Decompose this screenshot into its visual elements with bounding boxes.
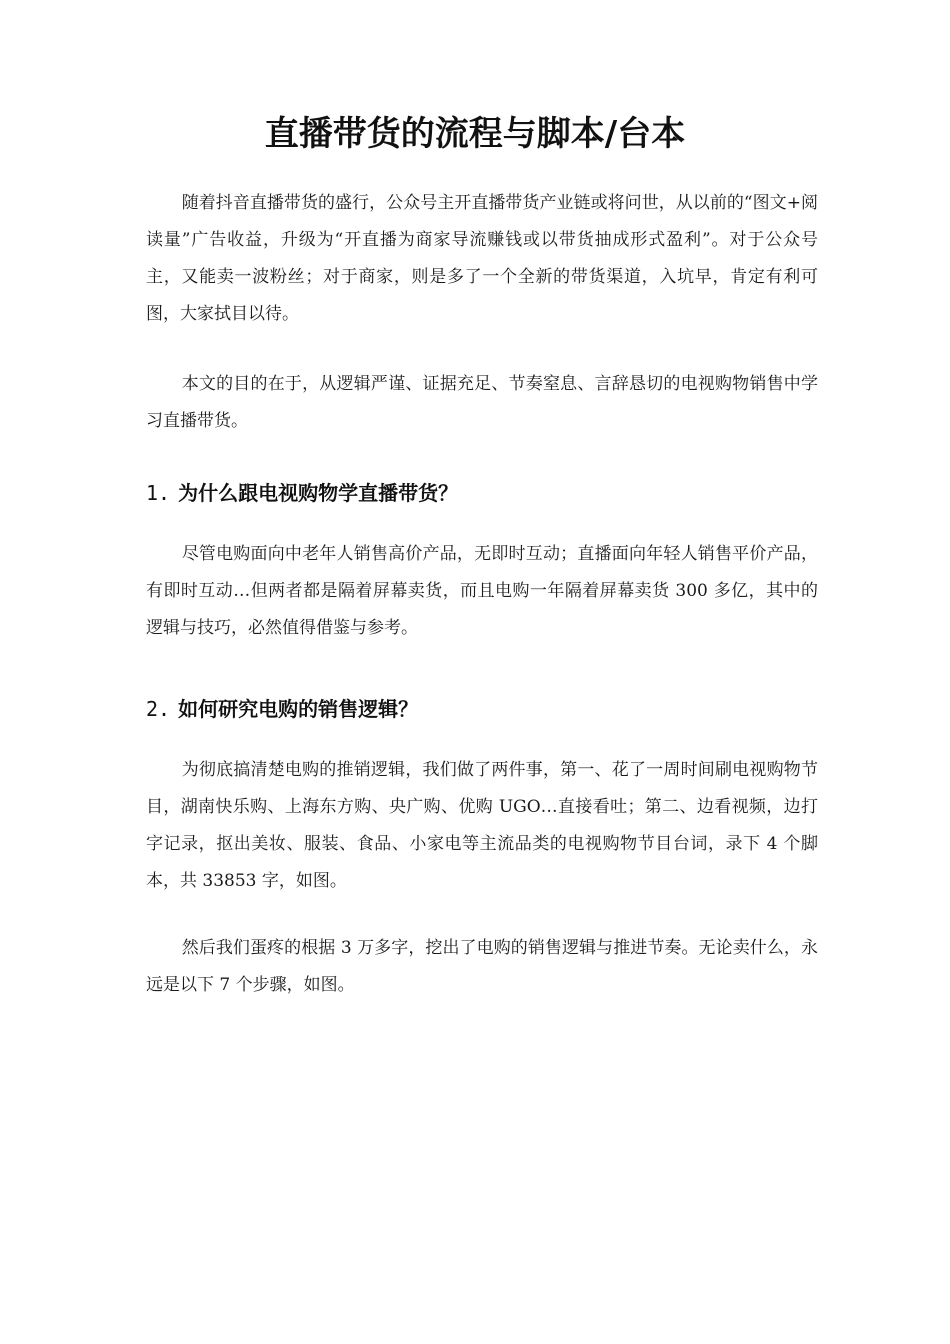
section-1-paragraph-1: 尽管电购面向中老年人销售高价产品，无即时互动；直播面向年轻人销售平价产品，有即时互动…但两者都是隔着屏幕卖货，而且电购一年隔着屏幕卖货 300 多亿，其中的逻辑与技巧，必然值得借鉴与参考。 — [146, 544, 818, 638]
section-1-heading-text: 为什么跟电视购物学直播带货？ — [178, 481, 459, 505]
section-2-paragraph-1: 为彻底搞清楚电购的推销逻辑，我们做了两件事，第一、花了一周时间刷电视购物节目，湖南快乐购、上海东方购、央广购、优购 UGO…直接看吐；第二、边看视频，边打字记录，抠出美妆、服装、食品、小家电等主流品类的电视购物节目台词，录下 4 个脚本，共 33853 字，如图。 — [146, 760, 818, 891]
intro-paragraph-1: 随着抖音直播带货的盛行，公众号主开直播带货产业链或将问世，从以前的“图文+阅读量”广告收益，升级为“开直播为商家导流赚钱或以带货抽成形式盈利”。对于公众号主，又能卖一波粉丝；对于商家，则是多了一个全新的带货渠道，入坑早，肯定有利可图，大家拭目以待。 — [146, 193, 818, 324]
section-1-number: 1. — [146, 481, 171, 505]
document-title: 直播带货的流程与脚本/台本 — [264, 114, 686, 154]
section-2-heading-text: 如何研究电购的销售逻辑？ — [178, 697, 419, 721]
section-2-paragraph-2: 然后我们蛋疼的根据 3 万多字，挖出了电购的销售逻辑与推进节奏。无论卖什么，永远是以下 7 个步骤，如图。 — [146, 938, 818, 995]
intro-paragraph-2: 本文的目的在于，从逻辑严谨、证据充足、节奏窒息、言辞恳切的电视购物销售中学习直播带货。 — [146, 374, 818, 431]
section-1-heading — [146, 478, 818, 508]
section-2-heading — [146, 694, 818, 724]
section-2-number: 2. — [146, 697, 171, 721]
